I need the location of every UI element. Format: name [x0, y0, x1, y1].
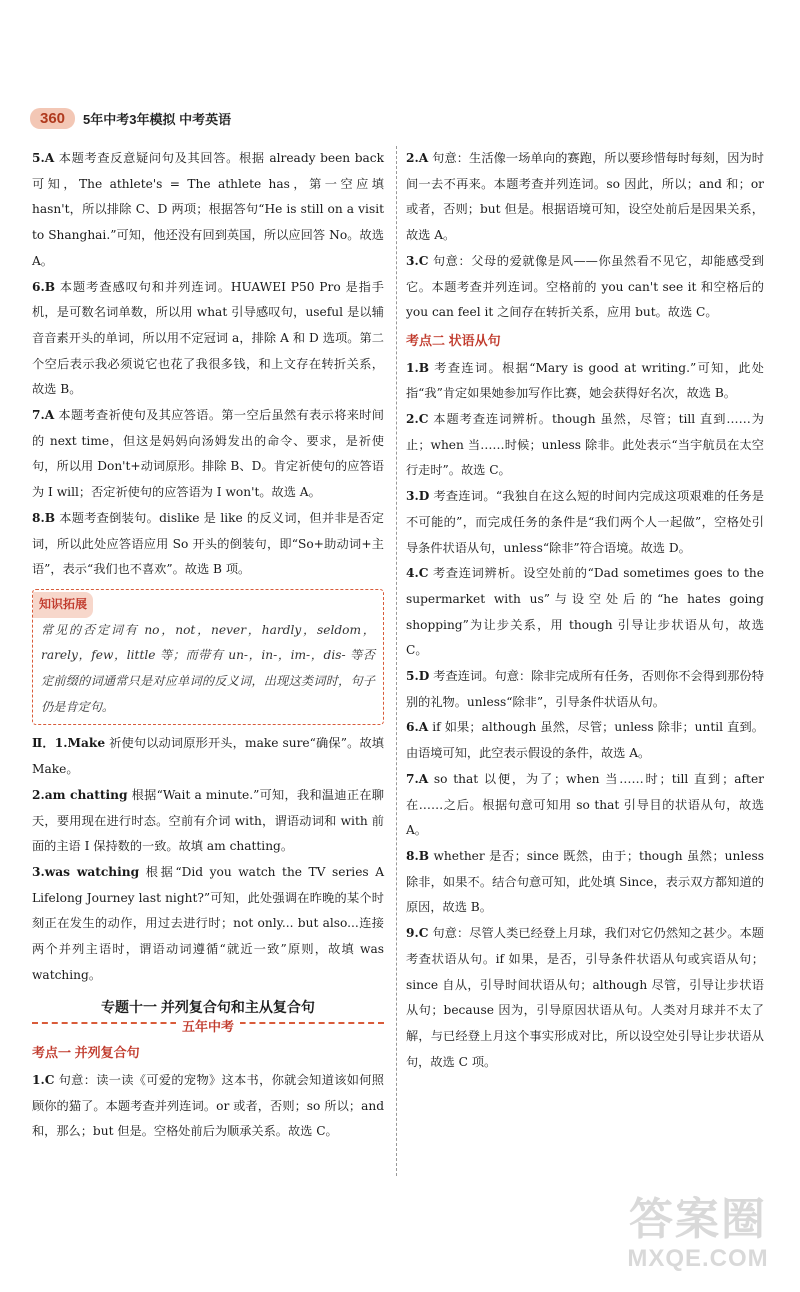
watermark-top: 答案圈 [629, 1195, 767, 1244]
right-column [406, 146, 764, 1075]
answer-item: 7.A so that 以便，为了；when 当……时；till 直到；after 在……之后。根据句意可知用 so that 引导目的状语从句，故选 A。 [406, 771, 764, 838]
answer-item: 3.C 句意：父母的爱就像是风——你虽然看不见它，却能感受到它。本题考查并列连词。空格前的 you can't see it 和空格后的 you can feel it 之间存在转折关系，应用 but。故选 C。 [406, 253, 764, 320]
watermark-bottom: MXQE.COM [627, 1245, 769, 1272]
page-number: 360 [30, 108, 75, 129]
answer-item: 1.B 考查连词。根据“Mary is good at writing.”可知，此处指“我”肯定如果她参加写作比赛，她会获得好名次，故选 B。 [406, 360, 764, 401]
book-title: 5年中考3年模拟 中考英语 [83, 111, 232, 127]
answer-item: 7.A 本题考查祈使句及其应答语。第一空后虽然有表示将来时间的 next time，但这是妈妈向汤姆发出的命令、要求，是祈使句，所以用 Don't+动词原形。排除 B、D。肯定祈使句的应答语为 I will；否定祈使句的应答语为 I won't。故选 A。 [32, 408, 384, 500]
kaodian-heading: 考点二 状语从句 [406, 332, 501, 348]
answer-item: 8.B 本题考查倒装句。dislike 是 like 的反义词，但并非是否定词，所以此处应答语应用 So 开头的倒装句，即“So+助动词+主语”，表示“我们也不喜欢”。故选 B 项。 [32, 510, 384, 577]
answer-item: 6.A if 如果；although 虽然，尽管；unless 除非；until 直到。由语境可知，此空表示假设的条件，故选 A。 [406, 720, 764, 761]
answer-item: 2.A 句意：生活像一场单向的赛跑，所以要珍惜每时每刻，因为时间一去不再来。本题考查并列连词。so 因此，所以；and 和；or 或者，否则；but 但是。根据语境可知，设空处前后是因果关系，故选 A。 [406, 151, 764, 243]
tip-text: 常见的否定词有 no，not，never，hardly，seldom，rarely，few，little 等；而带有 un-，in-，im-，dis- 等否定前缀的词通常只是对应单词的反义词，出现这类词时，句子仍是肯定句。 [41, 622, 375, 714]
answer-item: 3.D 考查连词。“我独自在这么短的时间内完成这项艰难的任务是不可能的”，而完成任务的条件是“我们两个人一起做”，空格处引导条件状语从句，unless“除非”符合语境。故选 D。 [406, 489, 764, 555]
knowledge-tip-box [32, 589, 384, 726]
answer-item: 5.D 考查连词。句意：除非完成所有任务，否则你不会得到那份特别的礼物。unless“除非”，引导条件状语从句。 [406, 669, 764, 709]
kaodian-heading: 考点一 并列复合句 [32, 1045, 140, 1061]
section-label: 五年中考 [176, 1014, 240, 1040]
answer-item: 8.B whether 是否；since 既然，由于；though 虽然；unless 除非，如果不。结合句意可知，此处填 Since，表示双方都知道的原因，故选 B。 [406, 848, 764, 915]
answer-item: 1.C 句意：读一读《可爱的宠物》这本书，你就会知道该如何照顾你的猫了。本题考查并列连词。or 或者，否则；so 所以；and 和，那么；but 但是。空格处前后为顺承关系。故选 C。 [32, 1072, 384, 1139]
left-column [32, 146, 384, 1145]
column-divider [396, 146, 397, 1176]
section-divider [32, 1019, 384, 1038]
answer-item: 3.was watching 根据“Did you watch the TV series A Lifelong Journey last night?”可知，此处强调在昨晚的某个时刻正在发生的动作，用过去进行时；not only... but also...连接两个并列主语时，谓语动词遵循“就近一致”原则，故填 was watching。 [32, 864, 384, 982]
page-header [30, 104, 231, 132]
section-title: 专题十一 并列复合句和主从复合句 [101, 998, 315, 1015]
answer-item: 2.am chatting 根据“Wait a minute.”可知，我和温迪正在聊天，要用现在进行时态。空前有介词 with，谓语动词和 with 前面的主语 I 保持数的一致。故填 am chatting。 [32, 787, 384, 854]
answer-item: 2.C 本题考查连词辨析。though 虽然，尽管；till 直到……为止；when 当……时候；unless 除非。此处表示“当宇航员在太空行走时”。故选 C。 [406, 412, 764, 478]
tip-title: 知识拓展 [33, 592, 93, 618]
answer-item: Ⅱ．1.Make 祈使句以动词原形开头，make sure“确保”。故填 Make。 [32, 736, 384, 777]
answer-item: 5.A 本题考查反意疑问句及其回答。根据 already been back 可知，The athlete's = The athlete has，第一空应填 hasn't，所以排除 C、D 两项；根据答句“He is still on a visit to Shanghai.”可知，他还没有回到英国，所以应回答 No。故选 A。 [32, 151, 384, 268]
answer-item: 6.B 本题考查感叹句和并列连词。HUAWEI P50 Pro 是指手机，是可数名词单数，所以用 what 引导感叹句，useful 是以辅音音素开头的单词，所以用不定冠词 a，排除 A 和 D 选项。第二个空后表示我必须说它也花了我很多钱，和上文存在转折关系，故选 B。 [32, 279, 384, 397]
answer-item: 4.C 考查连词辨析。设空处前的“Dad sometimes goes to the supermarket with us”与设空处后的“he hates going shopping”为让步关系，用 though 引导让步状语从句，故选 C。 [406, 566, 764, 658]
answer-item: 9.C 句意：尽管人类已经登上月球，我们对它仍然知之甚少。本题考查状语从句。if 如果，是否，引导条件状语从句或宾语从句；since 自从，引导时间状语从句；although 尽管，引导让步状语从句；because 因为，引导原因状语从句。人类对月球并不太了解，与已经登上月这个事实形成对比，所以设空处引导让步状语从句，故选 C 项。 [406, 926, 764, 1069]
watermark-logo [618, 1196, 778, 1282]
